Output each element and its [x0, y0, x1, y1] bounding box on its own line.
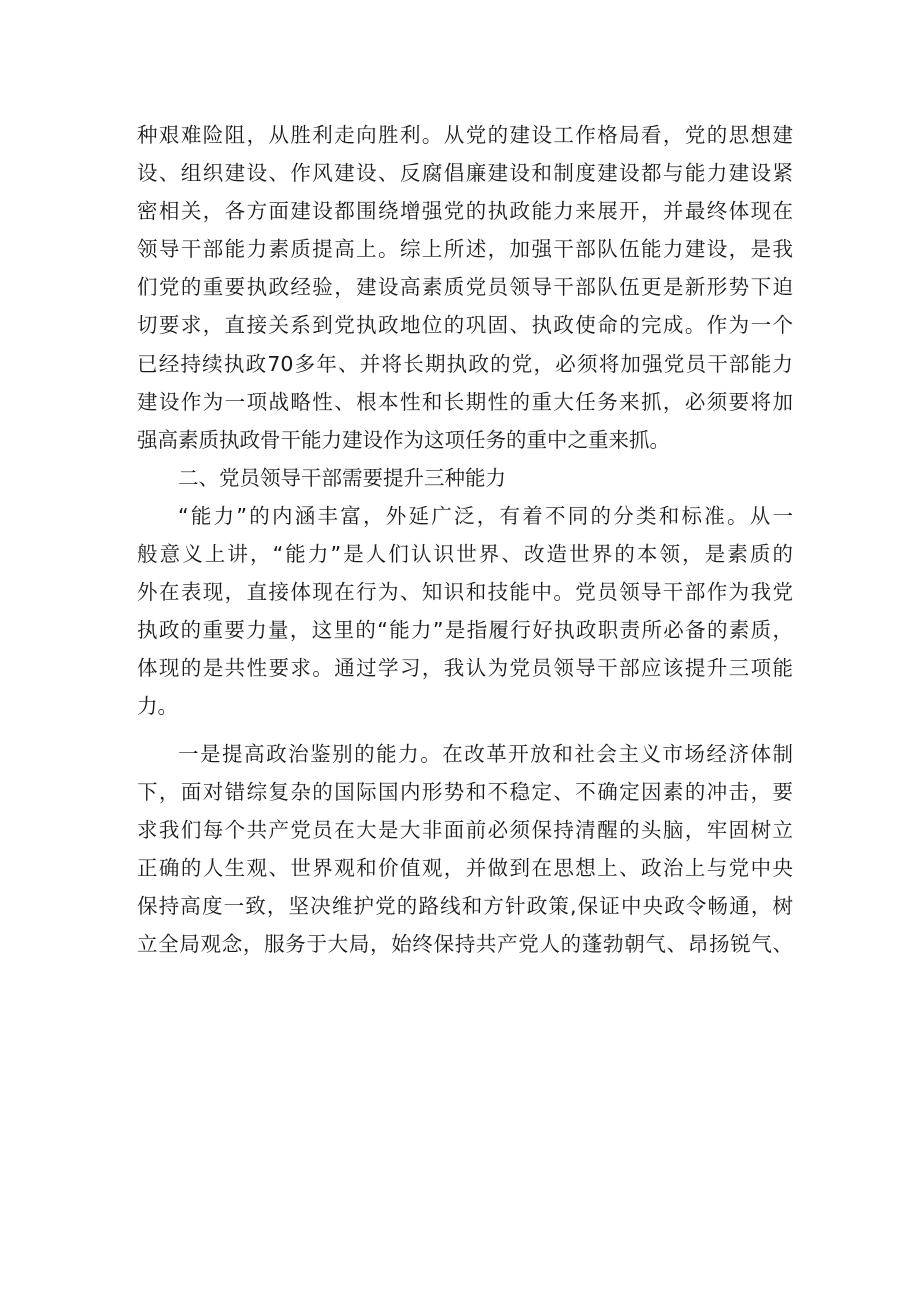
- text-line: 立全局观念，服务于大局，始终保持共产党人的蓬勃朝气、昂扬锐气、: [137, 931, 793, 956]
- text-line: 外在表现，直接体现在行为、知识和技能中。党员领导干部作为我党: [137, 580, 793, 605]
- text-line: “能力”的内涵丰富，外延广泛，有着不同的分类和标准。从一: [178, 503, 793, 528]
- text-line: 建设作为一项战略性、根本性和长期性的重大任务来抓，必须要将加: [137, 389, 793, 414]
- text-line: 力。: [137, 694, 178, 719]
- document-body: [137, 116, 793, 963]
- text-line: 般意义上讲，“能力”是人们认识世界、改造世界的本领，是素质的: [137, 542, 793, 567]
- paragraph-3: [137, 735, 793, 964]
- text-line: 执政的重要力量，这里的“能力”是指履行好执政职责所必备的素质，: [137, 618, 793, 643]
- text-line: 们党的重要执政经验，建设高素质党员领导干部队伍更是新形势下迫: [137, 275, 793, 300]
- paragraph-spacing: [137, 726, 793, 735]
- text-line: 体现的是共性要求。通过学习，我认为党员领导干部应该提升三项能: [137, 656, 793, 681]
- text-line: 一是提高政治鉴别的能力。在改革开放和社会主义市场经济体制: [178, 741, 793, 766]
- text-line: 领导干部能力素质提高上。综上所述，加强干部队伍能力建设，是我: [137, 237, 793, 262]
- text-line: 求我们每个共产党员在大是大非面前必须保持清醒的头脑，牢固树立: [137, 817, 793, 842]
- section-heading: 二、党员领导干部需要提升三种能力: [178, 465, 506, 490]
- paragraph-2: [137, 497, 793, 726]
- text-line: 强高素质执政骨干能力建设作为这项任务的重中之重来抓。: [137, 427, 670, 452]
- text-line: 下，面对错综复杂的国际国内形势和不稳定、不确定因素的冲击，要: [137, 779, 793, 804]
- text-line: 设、组织建设、作风建设、反腐倡廉建设和制度建设都与能力建设紧: [137, 161, 793, 186]
- text-line: 种艰难险阻，从胜利走向胜利。从党的建设工作格局看，党的思想建: [137, 123, 793, 147]
- text-line: 已经持续执政70多年、并将长期执政的党，必须将加强党员干部能力: [137, 351, 793, 376]
- text-line: 正确的人生观、世界观和价值观，并做到在思想上、政治上与党中央: [137, 855, 793, 880]
- text-line: 密相关，各方面建设都围绕增强党的执政能力来展开，并最终体现在: [137, 199, 793, 224]
- paragraph-1: [137, 116, 793, 459]
- text-line: 切要求，直接关系到党执政地位的巩固、执政使命的完成。作为一个: [137, 313, 793, 338]
- text-line: 保持高度一致，坚决维护党的路线和方针政策,保证中央政令畅通，树: [137, 893, 793, 918]
